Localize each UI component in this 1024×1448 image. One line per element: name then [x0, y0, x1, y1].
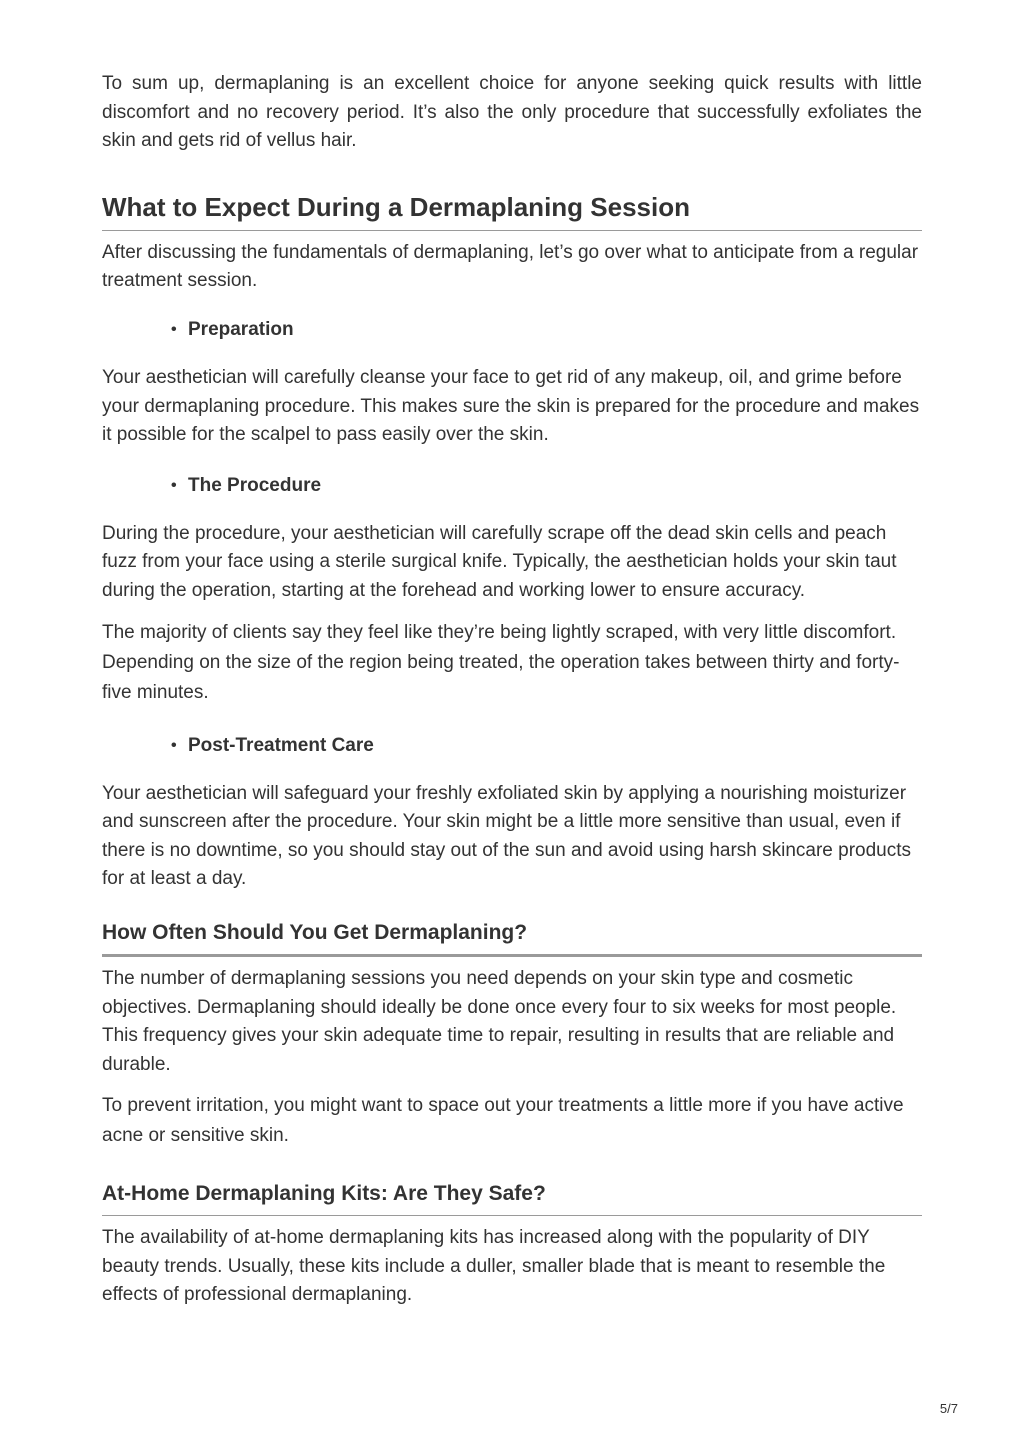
bullet-dot-icon: • — [171, 736, 177, 754]
bullet-item-procedure — [171, 472, 922, 500]
heading-at-home-kits: At-Home Dermaplaning Kits: Are They Safe? — [102, 1179, 922, 1216]
expect-intro-paragraph: After discussing the fundamentals of dermaplaning, let’s go over what to anticipate from a regular treatment session. — [102, 241, 919, 292]
bullet-list-post-treatment — [102, 732, 922, 760]
bullet-item-post-treatment — [171, 732, 922, 760]
bullet-label: Preparation — [188, 318, 294, 340]
how-often-paragraph-2: To prevent irritation, you might want to space out your treatments a little more if you have active acne or sensitive skin. — [102, 1095, 904, 1147]
preparation-paragraph: Your aesthetician will carefully cleanse your face to get rid of any makeup, oil, and grime before your dermaplaning procedure. This makes sure the skin is prepared for the procedure and makes it possible for the scalpel to pass easily over the skin. — [102, 366, 920, 446]
document-page — [102, 70, 922, 1322]
procedure-paragraph-2: The majority of clients say they feel like they’re being lightly scraped, with very little discomfort. Depending on the size of the region being treated, the operation takes between thirty and forty-five minutes. — [102, 621, 900, 703]
bullet-item-preparation — [171, 316, 922, 344]
page-number: 5/7 — [939, 1401, 958, 1416]
bullet-list-preparation — [102, 316, 922, 344]
how-often-paragraph-1: The number of dermaplaning sessions you need depends on your skin type and cosmetic objectives. Dermaplaning should ideally be done once every four to six weeks for most people. This frequency gives your skin adequate time to repair, resulting in results that are reliable and durable. — [102, 967, 897, 1075]
bullet-label: Post-Treatment Care — [188, 734, 374, 756]
heading-how-often: How Often Should You Get Dermaplaning? — [102, 918, 922, 957]
bullet-dot-icon: • — [171, 476, 177, 494]
heading-what-to-expect: What to Expect During a Dermaplaning Session — [102, 190, 922, 231]
post-treatment-paragraph: Your aesthetician will safeguard your freshly exfoliated skin by applying a nourishing moisturizer and sunscreen after the procedure. Your skin might be a little more sensitive than usual, even if there is no downtime, so you should stay out of the sun and avoid using harsh skincare products for at least a day. — [102, 782, 912, 890]
at-home-paragraph-1: The availability of at-home dermaplaning kits has increased along with the popularity of DIY beauty trends. Usually, these kits include a duller, smaller blade that is meant to resemble the effects of professional dermaplaning. — [102, 1227, 886, 1306]
bullet-label: The Procedure — [188, 474, 322, 496]
intro-paragraph: To sum up, dermaplaning is an excellent choice for anyone seeking quick results with little discomfort and no recovery period. It’s also the only procedure that successfully exfoliates the skin and gets rid of vellus hair. — [102, 73, 922, 152]
procedure-paragraph-1: During the procedure, your aesthetician will carefully scrape off the dead skin cells and peach fuzz from your face using a sterile surgical knife. Typically, the aesthetician holds your skin taut during the operation, starting at the forehead and working lower to ensure accuracy. — [102, 522, 897, 601]
bullet-dot-icon: • — [171, 320, 177, 338]
bullet-list-procedure — [102, 472, 922, 500]
